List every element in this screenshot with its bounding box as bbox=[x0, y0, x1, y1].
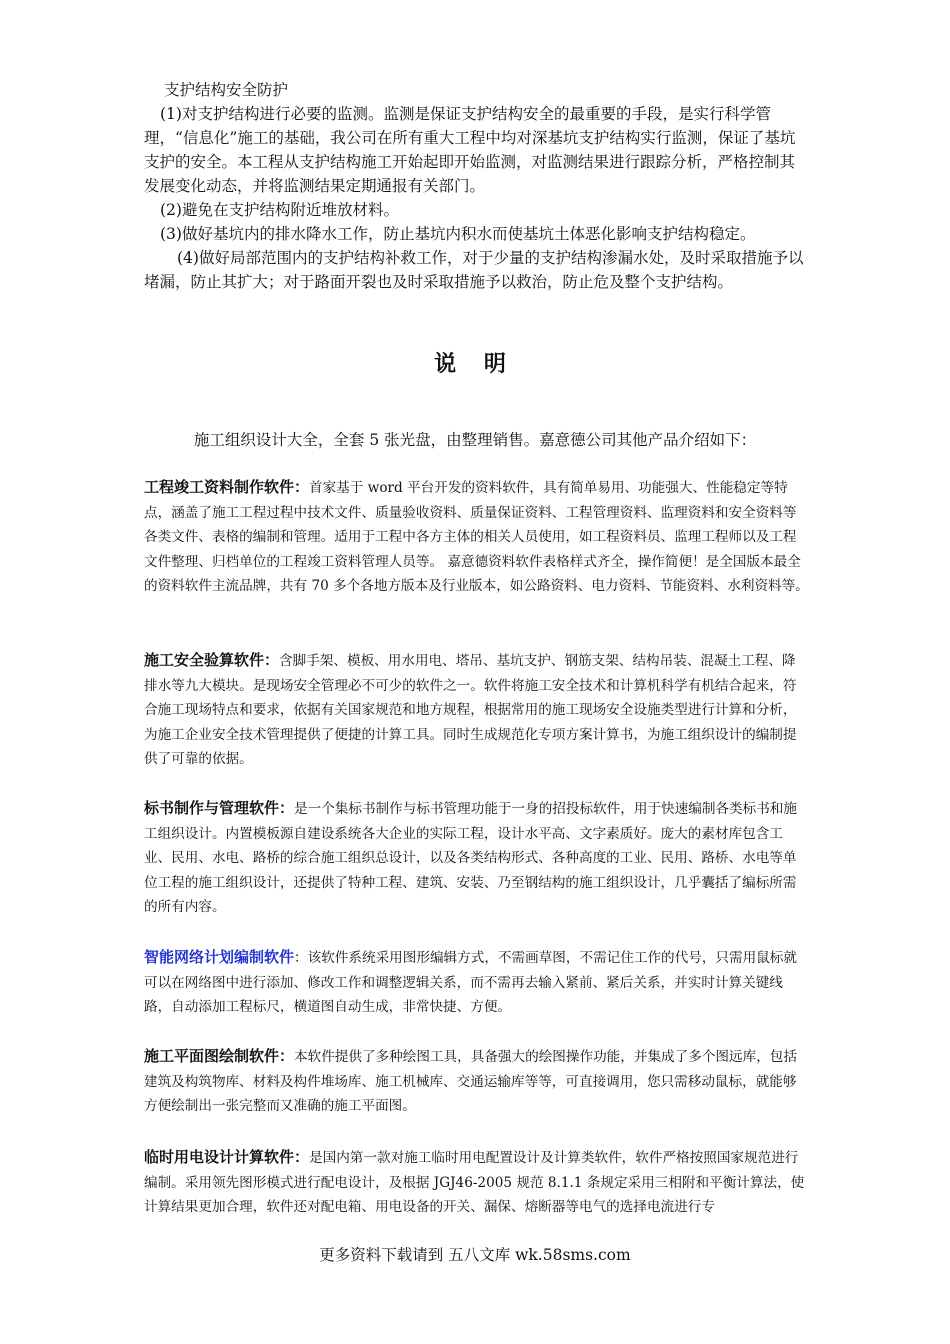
product-name: 临时用电设计计算软件： bbox=[144, 1148, 310, 1166]
product-description: 首家基于 word 平台开发的资料软件，具有简单易用、功能强大、性能稳定等特点，涵盖了施工工程过程中技术文件、质量验收资料、质量保证资料、工程管理资料、监理资料和安全资料等各类文件、表格的编制和管理。适用于工程中各方主体的相关人员使用，如工程资料员、监理工程师以及工程文件整理、归档单位的工程竣工资料管理人员等。 嘉意德资料软件表格样式齐全，操作简便！是全国版本最全的资料软件主流品牌，共有 70 多个各地方版本及行业版本，如公路资料、电力资料、节能资料、水利资料等。 bbox=[144, 480, 809, 594]
product-description: 是一个集标书制作与标书管理功能于一身的招投标软件，用于快速编制各类标书和施工组织设计。内置模板源自建设系统各大企业的实际工程，设计水平高、文字素质好。庞大的素材库包含工业、民用、水电、路桥的综合施工组织总设计，以及各类结构形式、各种高度的工业、民用、路桥、水电等单位工程的施工组织设计，还提供了特种工程、建筑、安装、乃至钢结构的施工组织设计，几乎囊括了编标所需的所有内容。 bbox=[144, 801, 797, 915]
product-name-link[interactable]: 智能网络计划编制软件 bbox=[144, 948, 295, 966]
product-item bbox=[144, 475, 809, 599]
product-description: 是国内第一款对施工临时用电配置设计及计算类软件，软件严格按照国家规范进行编制。采用领先图形模式进行配电设计，及根据 JGJ46-2005 规范 8.1.1 条规定采用三相附和平衡计算法，使计算结果更加合理，软件还对配电箱、用电设备的开关、漏保、熔断器等电气的选择电流进行专 bbox=[144, 1150, 805, 1215]
product-item bbox=[144, 1044, 809, 1119]
intro-paragraph: 施工组织设计大全，全套 5 张光盘，由整理销售。嘉意德公司其他产品介绍如下： bbox=[193, 431, 757, 449]
product-description: ：该软件系统采用图形编辑方式，不需画草图，不需记住工作的代号，只需用鼠标就可以在网络图中进行添加、修改工作和调整逻辑关系，而不需再去输入紧前、紧后关系，并实时计算关键线路，自动添加工程标尺，横道图自动生成，非常快捷、方便。 bbox=[144, 950, 797, 1015]
product-name: 标书制作与管理软件： bbox=[144, 799, 295, 817]
product-item bbox=[144, 648, 809, 772]
paragraph-monitoring: (1)对支护结构进行必要的监测。监测是保证支护结构安全的最重要的手段，是实行科学管理，“信息化”施工的基础，我公司在所有重大工程中均对深基坑支护结构实行监测，保证了基坑支护的安全。本工程从支护结构施工开始起即开始监测，对监测结果进行跟踪分析，严格控制其发展变化动态，并将监测结果定期通报有关部门。 bbox=[144, 105, 796, 195]
product-description: 本软件提供了多种绘图工具，具备强大的绘图操作功能，并集成了多个图远库，包括建筑及构筑物库、材料及构件堆场库、施工机械库、交通运输库等等，可直接调用，您只需移动鼠标，就能够方便绘制出一张完整而又准确的施工平面图。 bbox=[144, 1049, 797, 1114]
product-name: 工程竣工资料制作软件： bbox=[144, 478, 310, 496]
product-name: 施工安全验算软件： bbox=[144, 651, 280, 669]
product-item bbox=[144, 945, 809, 1020]
section-title: 支护结构安全防护 bbox=[164, 81, 289, 99]
paragraph-repair: (4)做好局部范围内的支护结构补救工作，对于少量的支护结构渗漏水处，及时采取措施予以堵漏，防止其扩大；对于路面开裂也及时采取措施予以救治，防止危及整个支护结构。 bbox=[144, 249, 804, 291]
product-item bbox=[144, 796, 809, 920]
product-item bbox=[144, 1145, 809, 1220]
product-name: 施工平面图绘制软件： bbox=[144, 1047, 295, 1065]
paragraph-drainage: (3)做好基坑内的排水降水工作，防止基坑内积水而使基坑土体恶化影响支护结构稳定。 bbox=[160, 225, 756, 243]
safety-section bbox=[144, 78, 808, 294]
page-footer: 更多资料下载请到 五八文库 wk.58sms.com bbox=[319, 1246, 631, 1264]
paragraph-material: (2)避免在支护结构附近堆放材料。 bbox=[160, 201, 399, 219]
product-description: 含脚手架、模板、用水用电、塔吊、基坑支护、钢筋支架、结构吊装、混凝土工程、降排水等九大模块。是现场安全管理必不可少的软件之一。软件将施工安全技术和计算机科学有机结合起来，符合施工现场特点和要求，依据有关国家规范和地方规程，根据常用的施工现场安全设施类型进行计算和分析，为施工企业安全技术管理提供了便捷的计算工具。同时生成规范化专项方案计算书，为施工组织设计的编制提供了可靠的依据。 bbox=[144, 653, 797, 767]
explanation-heading: 说 明 bbox=[434, 352, 516, 377]
